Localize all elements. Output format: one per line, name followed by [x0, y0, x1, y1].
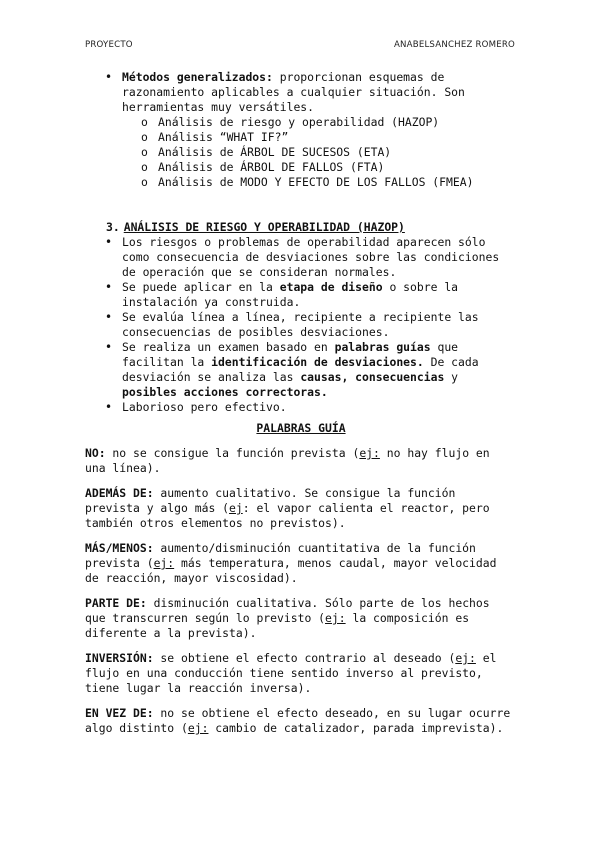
text-span: y — [444, 370, 459, 384]
text-span: no se obtiene el efecto deseado, en su lugar ocurre algo distinto ( — [85, 706, 511, 735]
section-heading — [85, 220, 517, 235]
guide-word-en-vez-de — [85, 706, 517, 736]
guide-word-parte-de — [85, 596, 517, 641]
list-item — [85, 280, 517, 310]
guide-word-mas-menos — [85, 541, 517, 586]
guide-term: ADEMÁS DE: — [85, 486, 154, 500]
text-span: más temperatura, menos caudal, mayor velocidad de reacción, mayor viscosidad). — [85, 556, 497, 585]
guide-term: EN VEZ DE: — [85, 706, 154, 720]
section-number: 3. — [106, 220, 120, 234]
list-item: • Se evalúa línea a línea, recipiente a recipiente las consecuencias de posibles desviaciones. — [85, 310, 517, 340]
ej-label: ej: — [359, 446, 380, 460]
sub-list — [122, 115, 517, 190]
section-title: ANÁLISIS DE RIESGO Y OPERABILIDAD (HAZOP) — [123, 220, 405, 234]
guide-term: PARTE DE: — [85, 596, 147, 610]
guide-word-ademas — [85, 486, 517, 531]
hazop-list — [85, 235, 517, 415]
ej-label: ej: — [187, 721, 209, 735]
bold-term: identificación de desviaciones. — [211, 355, 424, 369]
header-project: PROYECTO — [85, 40, 133, 50]
ej-label: ej: — [325, 611, 346, 625]
list-item — [85, 340, 517, 400]
bullet-text: proporcionan esquemas de razonamiento aplicables a cualquier situación. Son herramientas muy versátiles. — [122, 70, 465, 114]
list-item — [85, 70, 517, 190]
text-span: no hay flujo en una línea). — [85, 446, 490, 475]
text-span: De cada desviación se analiza las — [122, 355, 479, 384]
text-span: que facilitan la — [122, 340, 459, 369]
intro-list — [85, 70, 517, 190]
text-span: se obtiene el efecto contrario al deseado ( — [153, 651, 456, 665]
text-span: : el vapor calienta el reactor, pero también otros elementos no previstos). — [85, 501, 490, 530]
list-item: • Laborioso pero efectivo. — [85, 400, 517, 415]
sub-list-item: o Análisis de ÁRBOL DE FALLOS (FTA) — [122, 160, 517, 175]
text-span: no se consigue la función prevista ( — [105, 446, 360, 460]
bold-term: causas, consecuencias — [300, 370, 445, 384]
bold-term: palabras guías — [334, 340, 431, 354]
guide-word-no — [85, 446, 517, 476]
text-span: disminución cualitativa. Sólo parte de los hechos que transcurren según lo previsto ( — [85, 596, 490, 625]
text-span: cambio de catalizador, parada imprevista). — [208, 721, 504, 735]
sub-list-item: o Análisis de riesgo y operabilidad (HAZOP) — [122, 115, 517, 130]
ej-label: ej: — [455, 651, 476, 665]
text-span: aumento/disminución cuantitativa de la función prevista ( — [85, 541, 476, 570]
ej-label: ej — [229, 501, 243, 515]
text-span: Se puede aplicar en la — [122, 280, 280, 294]
guide-term: NO: — [85, 446, 106, 460]
guide-word-inversion — [85, 651, 517, 696]
bold-term: posibles acciones correctoras. — [122, 385, 328, 399]
sub-list-item: o Análisis de ÁRBOL DE SUCESOS (ETA) — [122, 145, 517, 160]
ej-label: ej: — [153, 556, 175, 570]
document-body — [85, 70, 517, 746]
guide-term: INVERSIÓN: — [85, 651, 154, 665]
list-item: • Los riesgos o problemas de operabilidad aparecen sólo como consecuencia de desviaciones sobre las condiciones de operación que se consideran normales. — [85, 235, 517, 280]
text-span: la composición es diferente a la prevista). — [85, 611, 470, 640]
bold-term: etapa de diseño — [279, 280, 383, 294]
palabras-guia-title: PALABRAS GUÍA — [256, 421, 346, 435]
sub-list-item: o Análisis de MODO Y EFECTO DE LOS FALLOS (FMEA) — [122, 175, 517, 190]
text-span: o sobre la instalación ya construida. — [122, 280, 459, 309]
text-span: el flujo en una conducción tiene sentido inverso al previsto, tiene lugar la reacción inversa). — [85, 651, 497, 695]
guide-term: MÁS/MENOS: — [85, 541, 154, 555]
text-span: aumento cualitativo. Se consigue la función prevista y algo más ( — [85, 486, 456, 515]
sub-list-item: o Análisis “WHAT IF?” — [122, 130, 517, 145]
bold-term: Métodos generalizados: — [122, 70, 273, 84]
text-span: Se realiza un examen basado en — [122, 340, 335, 354]
header-author: ANABELSANCHEZ ROMERO — [393, 40, 515, 50]
